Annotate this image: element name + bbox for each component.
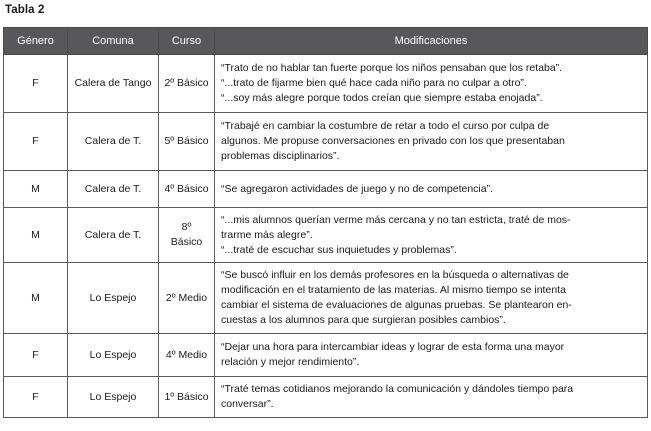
- text-line: “Dejar una hora para intercambiar ideas y lograr de esta forma una mayor: [221, 341, 565, 353]
- text-line: cuestas a los alumnos para que surgieran posibles cambios”.: [221, 314, 506, 326]
- text-line: “Trabajé en cambiar la costumbre de retar a todo el curso por culpa de: [221, 120, 550, 132]
- cell-genero: F: [4, 113, 68, 171]
- text-line: conversar”.: [221, 398, 274, 410]
- cell-curso: 4º Básico: [159, 171, 215, 208]
- header-curso: Curso: [159, 28, 215, 55]
- header-comuna: Comuna: [68, 28, 159, 55]
- text-line: algunos. Me propuse conversaciones en privado con los que presentaban: [221, 135, 565, 147]
- cell-genero: F: [4, 334, 68, 377]
- cell-genero: F: [4, 377, 68, 418]
- text-line: cambiar el sistema de evaluaciones de algunas pruebas. Se plantearon en-: [221, 299, 572, 311]
- table-row: [4, 334, 648, 377]
- text-line: modificación en el tratamiento de las materias. Al mismo tiempo se intenta: [221, 284, 566, 296]
- text-line: relación y mejor rendimiento”.: [221, 356, 360, 368]
- modificaciones-table: [3, 27, 648, 418]
- cell-modificaciones: [215, 334, 648, 377]
- cell-modificaciones: [215, 113, 648, 171]
- cell-modificaciones: [215, 171, 648, 208]
- header-modificaciones: Modificaciones: [215, 28, 648, 55]
- text-line: problemas disciplinarios”.: [221, 150, 340, 162]
- curso-line: Básico: [170, 236, 203, 248]
- table-row: [4, 171, 648, 208]
- table-row: [4, 55, 648, 113]
- text-line: “Traté temas cotidianos mejorando la comunicación y dándoles tiempo para: [221, 383, 574, 395]
- cell-curso: 5º Básico: [159, 113, 215, 171]
- cell-curso: 2º Medio: [159, 263, 215, 334]
- text-line: “...trato de fijarme bien qué hace cada niño para no culpar a otro”.: [221, 77, 527, 89]
- cell-genero: M: [4, 171, 68, 208]
- text-line: “Trato de no hablar tan fuerte porque los niños pensaban que los retaba”.: [221, 62, 563, 74]
- cell-curso: 2º Básico: [159, 55, 215, 113]
- cell-genero: F: [4, 55, 68, 113]
- cell-modificaciones: [215, 55, 648, 113]
- cell-comuna: Lo Espejo: [68, 377, 159, 418]
- cell-modificaciones: [215, 208, 648, 263]
- text-line: “Se buscó influir en los demás profesores en la búsqueda o alternativas de: [221, 269, 569, 281]
- table-row: [4, 377, 648, 418]
- cell-curso: [159, 208, 215, 263]
- cell-comuna: Lo Espejo: [68, 263, 159, 334]
- cell-genero: M: [4, 208, 68, 263]
- cell-comuna: Lo Espejo: [68, 334, 159, 377]
- cell-curso: 4º Medio: [159, 334, 215, 377]
- cell-comuna: Calera de T.: [68, 171, 159, 208]
- table-row: [4, 208, 648, 263]
- table-header-row: [4, 28, 648, 55]
- text-line: “Se agregaron actividades de juego y no de competencia”.: [221, 182, 494, 195]
- text-line: “...mis alumnos querían verme más cercana y no tan estricta, traté de mos-: [221, 213, 571, 226]
- cell-modificaciones: [215, 263, 648, 334]
- cell-comuna: Calera de T.: [68, 113, 159, 171]
- cell-comuna: Calera de Tango: [68, 55, 159, 113]
- table-row: [4, 263, 648, 334]
- text-line: trarme más alegre”.: [221, 228, 313, 241]
- cell-modificaciones: [215, 377, 648, 418]
- text-line: “...soy más alegre porque todos creían que siempre estaba enojada”.: [221, 92, 543, 104]
- cell-genero: M: [4, 263, 68, 334]
- table-row: [4, 113, 648, 171]
- text-line: “...traté de escuchar sus inquietudes y problemas”.: [221, 243, 457, 256]
- cell-comuna: Calera de T.: [68, 208, 159, 263]
- curso-line: 8º: [181, 221, 192, 233]
- header-genero: Género: [4, 28, 68, 55]
- cell-curso: 1º Básico: [159, 377, 215, 418]
- table-caption: Tabla 2: [5, 4, 45, 16]
